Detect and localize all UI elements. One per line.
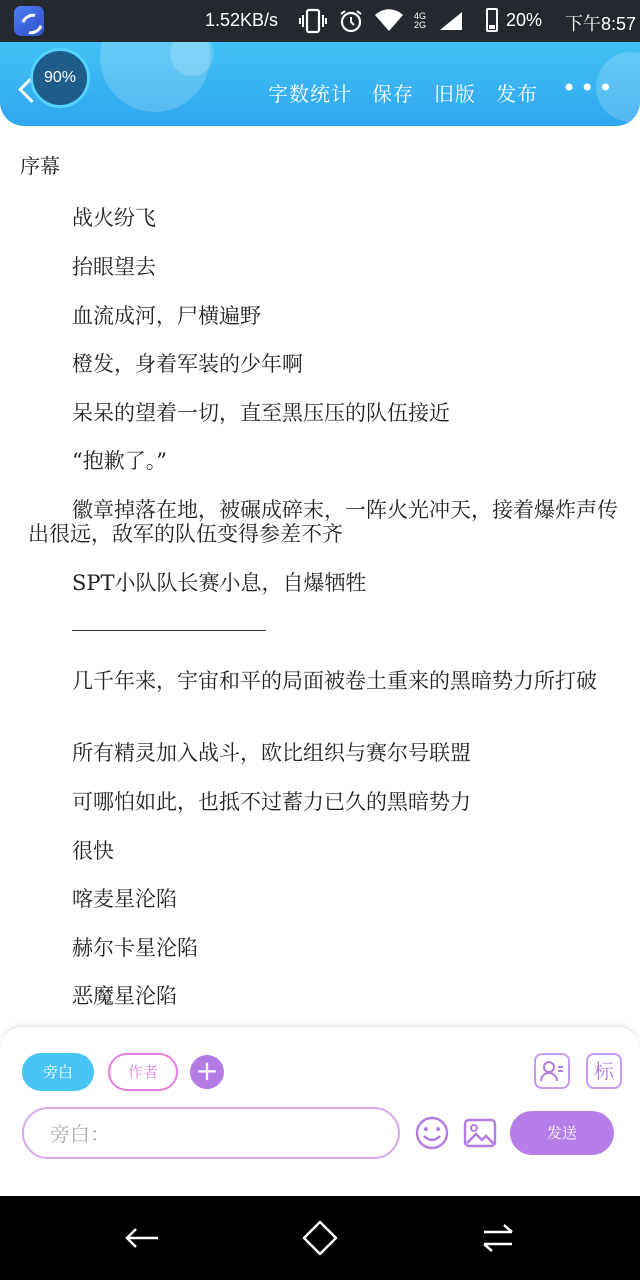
save-button[interactable]: 保存 [372,82,414,106]
send-button[interactable]: 发送 [510,1111,614,1155]
paragraph[interactable]: 几千年来，宇宙和平的局面被卷土重来的黑暗势力所打破 [72,669,597,693]
network-speed: 1.52KB/s [205,10,279,30]
image-icon[interactable] [462,1115,498,1151]
author-chip[interactable]: 作者 [108,1053,178,1091]
status-icons [298,8,464,34]
system-nav-bar [0,1196,640,1280]
battery-percent: 20% [506,10,543,30]
network-type: 4G 2G [414,11,427,30]
paragraph[interactable]: 血流成河，尸横遍野 [72,304,261,328]
paragraph[interactable]: 所有精灵加入战斗，欧比组织与赛尔号联盟 [72,741,471,765]
publish-button[interactable]: 发布 [496,82,538,106]
paragraph[interactable]: SPT小队队长赛小息，自爆牺牲 [72,571,367,595]
app-notification-icon [14,6,44,36]
tag-icon[interactable]: 标 [586,1053,622,1089]
editor-header [0,42,640,126]
old-version-button[interactable]: 旧版 [434,82,476,106]
wifi-icon [374,9,404,33]
nav-recents-icon[interactable] [474,1216,522,1260]
section-divider [72,630,266,631]
paragraph[interactable]: 喀麦星沦陷 [72,887,177,911]
emoji-icon[interactable] [414,1115,450,1151]
narrator-chip[interactable]: 旁白 [22,1053,94,1091]
paragraph[interactable]: 很快 [72,839,114,863]
paragraph[interactable]: 赫尔卡星沦陷 [72,936,198,960]
paragraph[interactable]: 战火纷飞 [72,206,156,230]
more-icon[interactable]: ••• [562,74,617,102]
battery-icon [486,8,498,32]
paragraph[interactable]: 可哪怕如此，也抵不过蓄力已久的黑暗势力 [72,790,471,814]
paragraph[interactable]: 徽章掉落在地，被碾成碎末，一阵火光冲天，接着爆炸声传出很远，敌军的队伍变得参差不齐 [28,498,618,546]
paragraph[interactable]: 呆呆的望着一切，直至黑压压的队伍接近 [72,401,450,425]
add-role-button[interactable]: + [190,1055,224,1089]
nav-home-icon[interactable] [296,1216,344,1260]
vibrate-icon [298,8,328,34]
nav-back-icon[interactable] [118,1216,166,1260]
message-input-box[interactable] [22,1107,400,1159]
clock: 下午8:57 [565,14,637,34]
signal-icon [438,10,464,32]
paragraph[interactable]: “抱歉了。” [72,449,167,473]
status-bar [0,0,640,42]
word-count-button[interactable]: 字数统计 [268,82,352,106]
message-input[interactable] [48,1121,382,1147]
paragraph[interactable]: 橙发，身着军装的少年啊 [72,352,303,376]
character-card-icon[interactable] [534,1053,570,1089]
paragraph[interactable]: 恶魔星沦陷 [72,984,177,1008]
chapter-title[interactable]: 序幕 [20,154,60,178]
alarm-icon [338,8,364,34]
composer-panel [0,1026,640,1197]
paragraph[interactable]: 抬眼望去 [72,255,156,279]
progress-ring: 90% [30,48,90,108]
